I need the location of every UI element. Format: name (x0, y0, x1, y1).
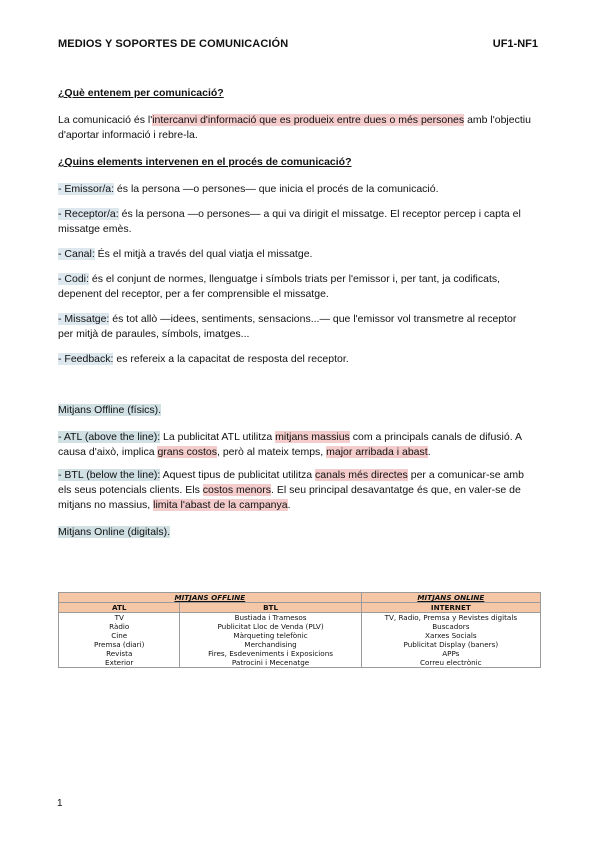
table-cell: TV (59, 613, 180, 623)
element-label: - Receptor/a: (58, 208, 119, 220)
offline-group-header: MITJANS OFFLINE (59, 593, 362, 603)
btl-label: - BTL (below the line): (58, 469, 161, 481)
table-row (59, 658, 541, 668)
table-cell: APPs (361, 649, 540, 658)
table-cell: TV, Radio, Premsa y Revistes digitals (361, 613, 540, 623)
document-body (58, 86, 534, 540)
table-row (59, 649, 541, 658)
communication-definition: La comunicació és l'intercanvi d'informació que es produeix entre dues o més persones amb l'objectiu d'aportar informació i rebre-la. (58, 114, 531, 141)
online-heading: Mitjans Online (digitals). (58, 526, 171, 538)
atl-column-header: ATL (59, 603, 180, 613)
atl-label: - ATL (above the line): (58, 431, 161, 443)
table-row (59, 640, 541, 649)
element-feedback: - Feedback: es refereix a la capacitat de resposta del receptor. (58, 353, 349, 365)
table-cell: Fires, Esdeveniments i Exposicions (180, 649, 361, 658)
table-row (59, 613, 541, 623)
element-label: - Missatge: (58, 313, 110, 325)
question-communication: ¿Què entenem per comunicació? (58, 87, 224, 99)
table-cell: Revista (59, 649, 180, 658)
element-receptor: - Receptor/a: és la persona —o persones— a qui va dirigit el missatge. El receptor percep i capta el missatge emès. (58, 208, 521, 235)
table-cell: Bustiada i Tramesos (180, 613, 361, 623)
btl-column-header: BTL (180, 603, 361, 613)
table-row (59, 631, 541, 640)
table-cell: Merchandising (180, 640, 361, 649)
header-title: MEDIOS Y SOPORTES DE COMUNICACIÓN (58, 38, 289, 50)
page-header (58, 38, 538, 52)
element-label: - Codi: (58, 273, 89, 285)
offline-heading: Mitjans Offline (físics). (58, 404, 162, 416)
table-cell: Ràdio (59, 622, 180, 631)
internet-column-header: INTERNET (361, 603, 540, 613)
table-cell: Correu electrònic (361, 658, 540, 668)
media-table (58, 592, 541, 668)
element-label: - Emissor/a: (58, 183, 115, 195)
definition-highlight: intercanvi d'informació que es produeix entre dues o més persones (152, 114, 465, 126)
table-cell: Buscadors (361, 622, 540, 631)
online-group-header: MITJANS ONLINE (361, 593, 540, 603)
atl-paragraph: - ATL (above the line): La publicitat ATL utilitza mitjans massius com a principals canals de difusió. A causa d'això, implica grans costos, però al mateix temps, major arribada i abast. (58, 431, 522, 458)
table-cell: Publicitat Display (baners) (361, 640, 540, 649)
element-canal: - Canal: És el mitjà a través del qual viatja el missatge. (58, 248, 313, 260)
element-label: - Feedback: (58, 353, 114, 365)
btl-paragraph: - BTL (below the line): Aquest tipus de publicitat utilitza canals més directes per a comunicar-se amb els seus potencials clients. Els costos menors. El seu principal desavantatge és que, en valer-se de mitjans no massius, limita l'abast de la campanya. (58, 469, 524, 511)
table-row (59, 622, 541, 631)
table-cell: Premsa (diari) (59, 640, 180, 649)
page-number: 1 (57, 798, 63, 809)
table-cell: Màrqueting telefònic (180, 631, 361, 640)
table-cell: Publicitat Lloc de Venda (PLV) (180, 622, 361, 631)
table-cell: Cine (59, 631, 180, 640)
element-missatge: - Missatge: és tot allò —idees, sentiments, sensacions...— que l'emissor vol transmetre al receptor per mitjà de paraules, símbols, imatges... (58, 313, 517, 340)
element-codi: - Codi: és el conjunt de normes, llenguatge i símbols triats per l'emissor i, per tant, ja codificats, depenent del receptor, per a fer comprensible el missatge. (58, 273, 501, 300)
element-emissor: - Emissor/a: és la persona —o persones— que inicia el procés de la comunicació. (58, 183, 439, 195)
question-elements: ¿Quins elements intervenen en el procés de comunicació? (58, 156, 352, 168)
table-cell: Patrocini i Mecenatge (180, 658, 361, 668)
table-cell: Exterior (59, 658, 180, 668)
table-cell: Xarxes Socials (361, 631, 540, 640)
element-label: - Canal: (58, 248, 95, 260)
header-code: UF1-NF1 (492, 38, 538, 50)
